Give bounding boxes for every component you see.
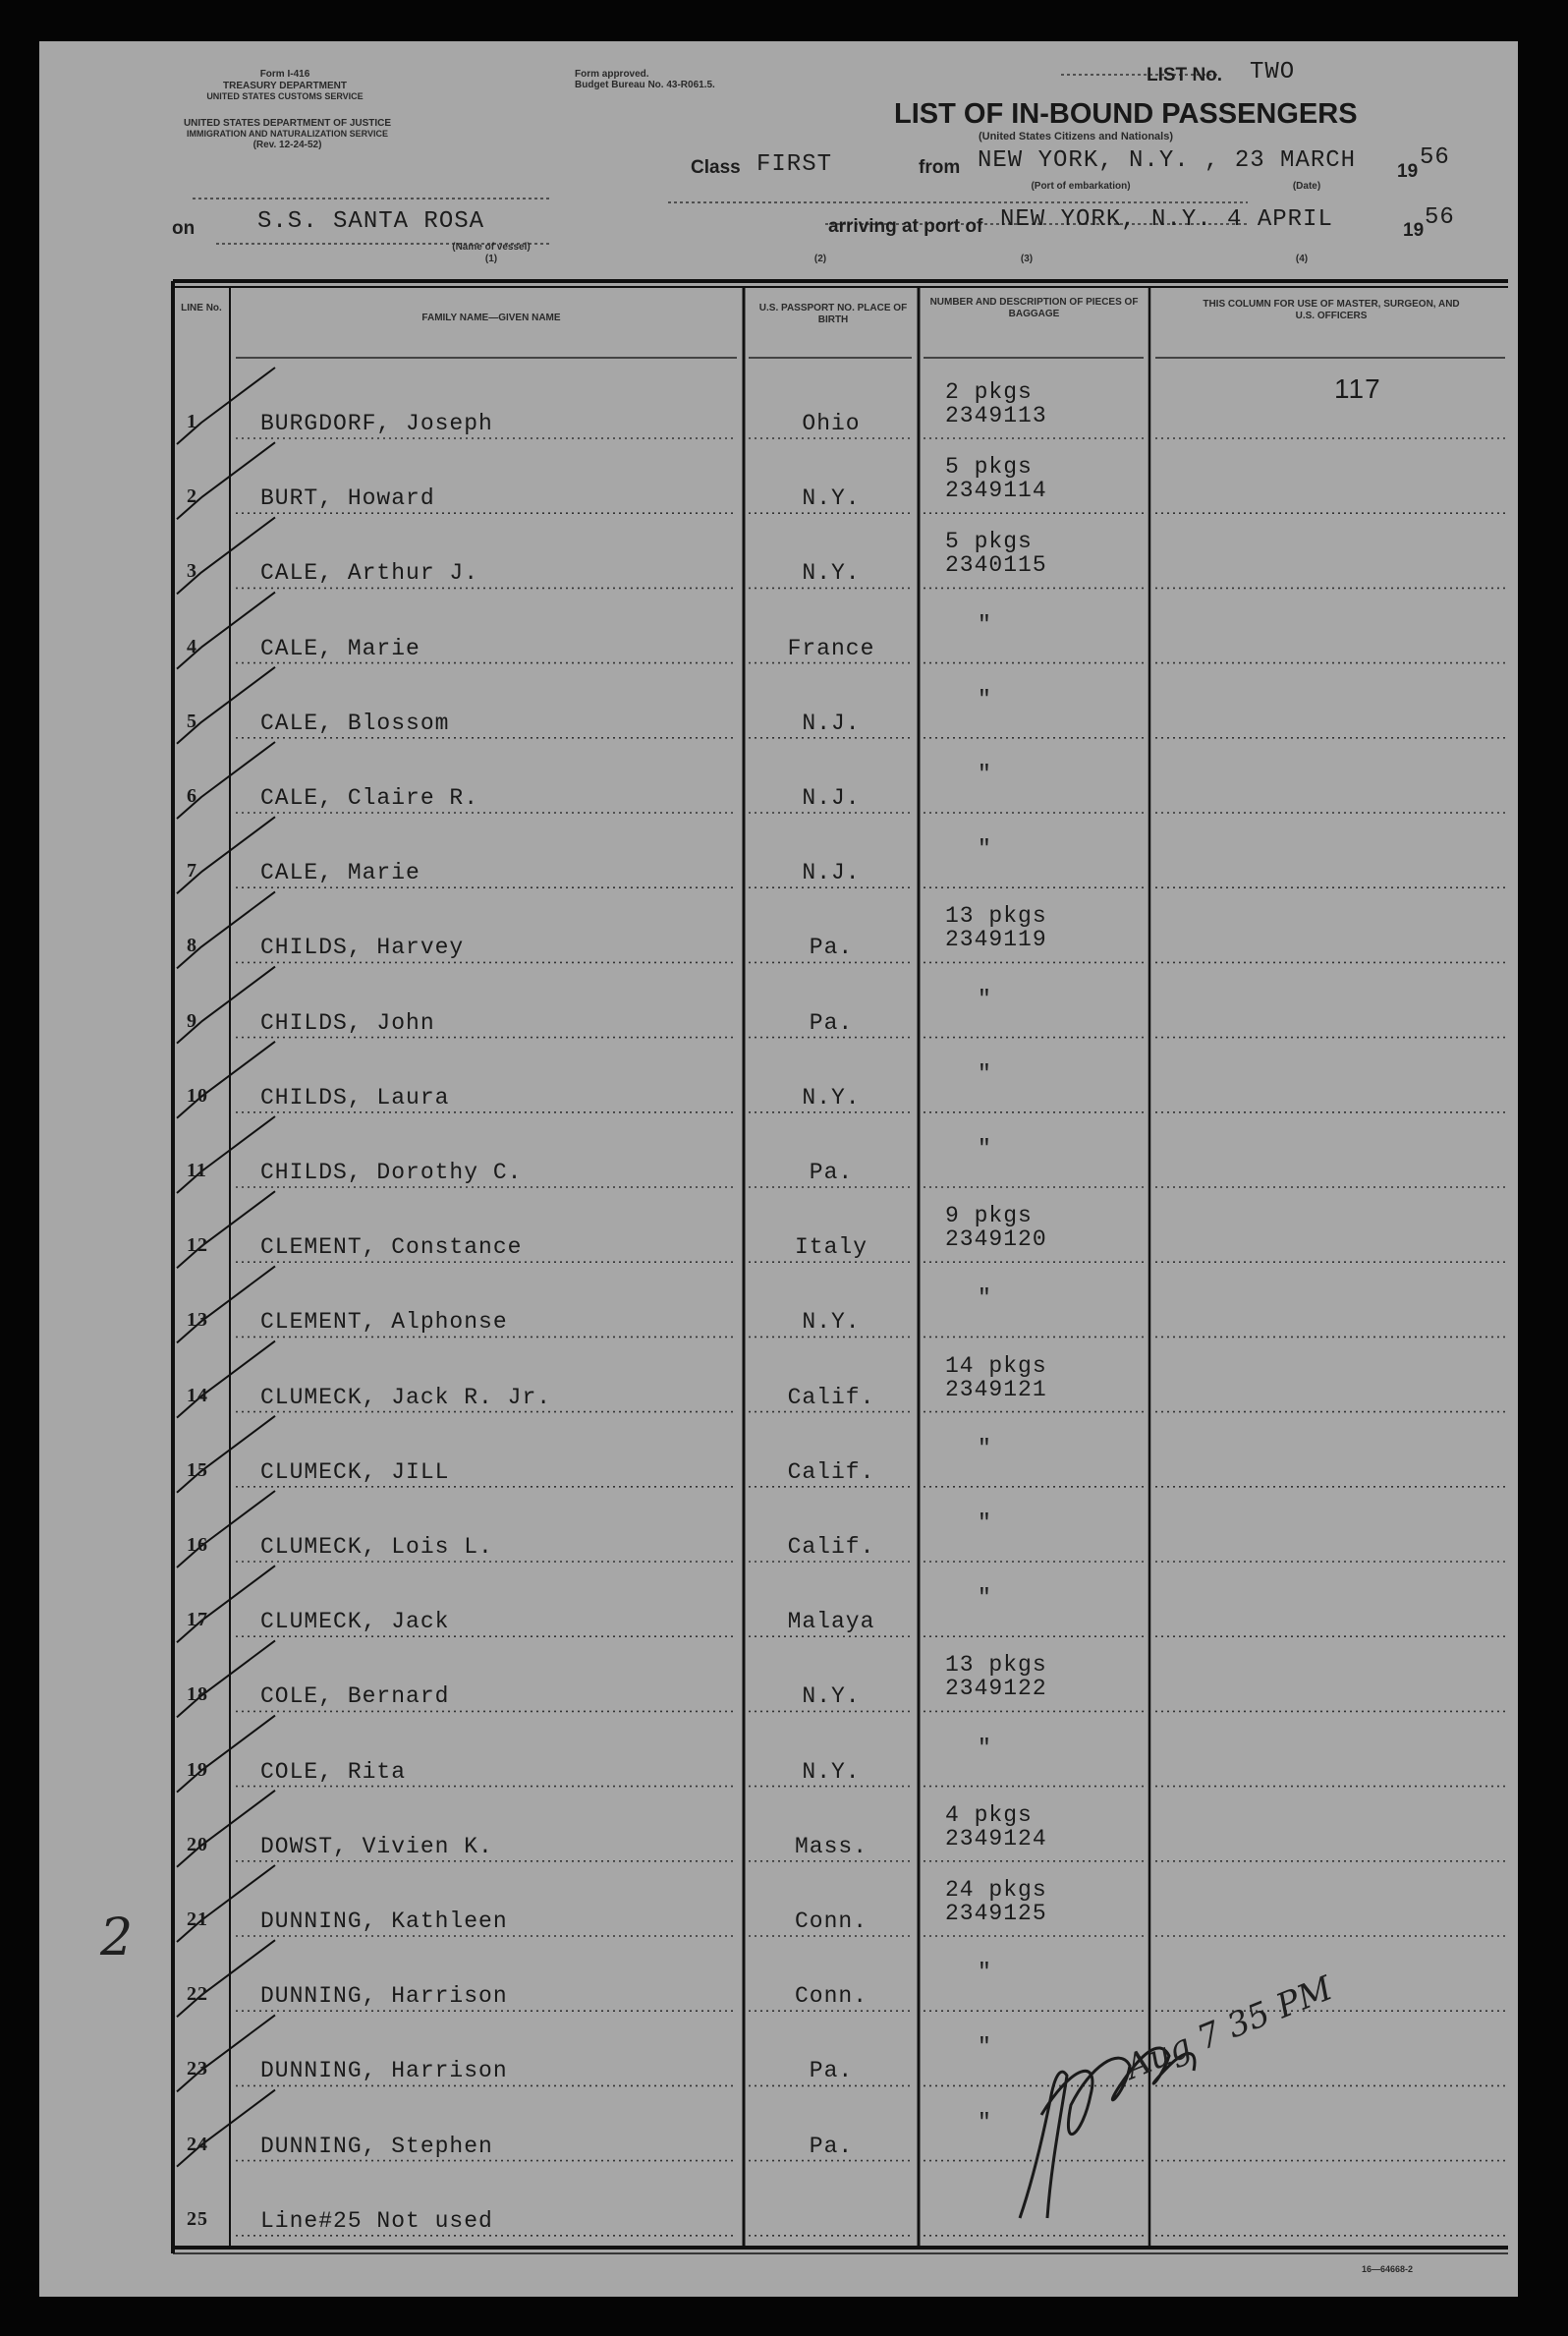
baggage-tag: 2340115 xyxy=(945,552,1047,579)
baggage-count: " xyxy=(978,1136,992,1162)
table-row xyxy=(39,1189,1518,1264)
table-row xyxy=(39,366,1518,440)
place-of-birth: Malaya xyxy=(787,1609,875,1635)
baggage-tag: 2349120 xyxy=(945,1226,1047,1253)
baggage-tag: 2349125 xyxy=(945,1901,1047,1926)
passenger-list-document xyxy=(39,41,1518,2297)
line-number: 4 xyxy=(187,635,197,657)
form-revision: (Rev. 12-24-52) xyxy=(252,140,322,150)
class-label: Class xyxy=(691,157,741,178)
place-of-birth: N.Y. xyxy=(802,1309,861,1336)
baggage-count: " xyxy=(978,836,992,863)
dept-justice-sub: IMMIGRATION AND NATURALIZATION SERVICE xyxy=(187,129,388,139)
baggage-tag: 2349121 xyxy=(945,1376,1047,1402)
from-label: from xyxy=(919,157,961,178)
baggage-count: " xyxy=(978,1285,992,1312)
baggage-count: " xyxy=(978,762,992,787)
baggage-count: 5 pkgs xyxy=(945,454,1033,481)
place-of-birth: N.Y. xyxy=(802,1084,861,1111)
table-row xyxy=(39,1714,1518,1789)
line-number: 15 xyxy=(187,1458,208,1481)
place-of-birth: Calif. xyxy=(787,1384,875,1410)
caption-3: (3) xyxy=(1020,254,1034,264)
passenger-name: BURT, Howard xyxy=(260,485,435,512)
passenger-name: CLEMENT, Alphonse xyxy=(260,1309,508,1336)
place-of-birth: Pa. xyxy=(809,2133,854,2159)
baggage-count: " xyxy=(978,1435,992,1461)
table-row xyxy=(39,740,1518,815)
form-approved: Form approved. xyxy=(575,69,649,80)
passenger-name: CHILDS, John xyxy=(260,1009,435,1036)
vessel-caption-num: (1) xyxy=(484,254,498,264)
baggage-tag: 2349113 xyxy=(945,403,1047,428)
baggage-count: 9 pkgs xyxy=(945,1203,1033,1229)
dept-justice: UNITED STATES DEPARTMENT OF JUSTICE xyxy=(183,118,392,129)
line-number: 21 xyxy=(187,1909,208,1930)
baggage-count: " xyxy=(978,2109,992,2136)
place-of-birth: Conn. xyxy=(794,1909,868,1934)
baggage-count: " xyxy=(978,1960,992,1986)
dept-treasury-sub: UNITED STATES CUSTOMS SERVICE xyxy=(206,91,364,101)
table-row xyxy=(39,665,1518,740)
vessel-caption: (Name of vessel) xyxy=(452,242,531,253)
year-2: 56 xyxy=(1425,204,1455,231)
place-of-birth: France xyxy=(787,635,875,661)
baggage-count: " xyxy=(978,611,992,638)
baggage-tag: 2349119 xyxy=(945,927,1047,953)
line-number: 23 xyxy=(187,2058,208,2080)
document-title: LIST OF IN-BOUND PASSENGERS xyxy=(894,98,1358,130)
col-passport: U.S. PASSPORT NO. PLACE OF BIRTH xyxy=(758,303,908,325)
line-number: 8 xyxy=(187,935,197,957)
arriving-label: arriving at port of xyxy=(828,216,983,237)
table-row xyxy=(39,1339,1518,1414)
table-row xyxy=(39,1114,1518,1189)
baggage-count: " xyxy=(978,2034,992,2061)
line-number: 17 xyxy=(187,1609,208,1631)
place-of-birth: Pa. xyxy=(809,1160,854,1185)
line-number: 10 xyxy=(187,1084,208,1107)
place-of-birth: N.Y. xyxy=(802,1683,861,1710)
date-caption: (Date) xyxy=(1292,181,1321,192)
table-row xyxy=(39,1638,1518,1713)
line-number: 5 xyxy=(187,710,197,732)
table-row xyxy=(39,889,1518,964)
baggage-count: " xyxy=(978,1060,992,1087)
place-of-birth: Calif. xyxy=(787,1458,875,1485)
passenger-name: CLEMENT, Constance xyxy=(260,1234,523,1261)
baggage-count: 24 pkgs xyxy=(945,1877,1047,1903)
baggage-count: 2 pkgs xyxy=(945,379,1033,405)
place-of-birth: Pa. xyxy=(809,935,854,961)
line-number: 2 xyxy=(187,485,197,508)
vessel-name: S.S. SANTA ROSA xyxy=(257,208,485,235)
list-no-value: TWO xyxy=(1250,59,1296,85)
signature-date: Aug 7 35 PM xyxy=(1120,1968,1338,2088)
place-of-birth: Italy xyxy=(794,1234,868,1261)
line-number: 6 xyxy=(187,785,197,807)
passenger-name: BURGDORF, Joseph xyxy=(260,411,493,436)
passenger-name: CALE, Marie xyxy=(260,635,420,661)
passenger-name: CLUMECK, Jack xyxy=(260,1609,450,1635)
line-number: 11 xyxy=(187,1160,207,1181)
caption-4: (4) xyxy=(1295,254,1309,264)
passenger-name: COLE, Rita xyxy=(260,1758,407,1785)
line-number: 24 xyxy=(187,2133,208,2155)
line-number: 25 xyxy=(187,2207,208,2230)
footer-code: 16—64668-2 xyxy=(1362,2264,1414,2274)
col-line-no: LINE No. xyxy=(181,303,222,313)
line-number: 7 xyxy=(187,860,197,883)
class-value: FIRST xyxy=(756,151,833,178)
place-of-birth: Conn. xyxy=(794,1983,868,2010)
table-row xyxy=(39,2013,1518,2087)
passenger-name: CALE, Claire R. xyxy=(260,785,479,811)
line-number: 9 xyxy=(187,1009,197,1032)
dept-treasury: TREASURY DEPARTMENT xyxy=(223,81,347,91)
from-value: NEW YORK, N.Y. , 23 MARCH xyxy=(978,147,1357,174)
margin-mark: 2 xyxy=(100,1909,134,1967)
passenger-name: CHILDS, Laura xyxy=(260,1084,450,1111)
table-row xyxy=(39,1264,1518,1339)
place-of-birth: N.Y. xyxy=(802,1758,861,1785)
table-row xyxy=(39,815,1518,889)
baggage-count: " xyxy=(978,686,992,712)
passenger-name: DUNNING, Kathleen xyxy=(260,1909,508,1934)
place-of-birth: N.J. xyxy=(802,860,861,886)
col-baggage: NUMBER AND DESCRIPTION OF PIECES OF BAGGAGE xyxy=(929,297,1139,319)
budget-bureau: Budget Bureau No. 43-R061.5. xyxy=(575,80,715,90)
document-subtitle: (United States Citizens and Nationals) xyxy=(978,131,1174,142)
baggage-count: 13 pkgs xyxy=(945,903,1047,930)
passenger-name: Line#25 Not used xyxy=(260,2207,493,2234)
table-row xyxy=(39,1489,1518,1564)
table-row xyxy=(39,591,1518,665)
passenger-name: CHILDS, Harvey xyxy=(260,935,465,961)
place-of-birth: N.J. xyxy=(802,785,861,811)
passenger-name: DOWST, Vivien K. xyxy=(260,1833,493,1859)
place-of-birth: Ohio xyxy=(802,411,861,436)
place-of-birth: N.Y. xyxy=(802,485,861,512)
baggage-tag: 2349114 xyxy=(945,478,1047,504)
passenger-name: CALE, Marie xyxy=(260,860,420,886)
place-of-birth: Pa. xyxy=(809,1009,854,1036)
baggage-tag: 2349122 xyxy=(945,1676,1047,1702)
line-number: 19 xyxy=(187,1758,208,1781)
passenger-name: DUNNING, Stephen xyxy=(260,2133,493,2159)
passenger-name: CALE, Blossom xyxy=(260,710,450,736)
col-officers: THIS COLUMN FOR USE OF MASTER, SURGEON, AND U.S. OFFICERS xyxy=(1203,299,1460,321)
table-row xyxy=(39,1414,1518,1489)
passenger-name: CALE, Arthur J. xyxy=(260,560,479,587)
col-name: FAMILY NAME—GIVEN NAME xyxy=(421,313,561,323)
passenger-name: DUNNING, Harrison xyxy=(260,2058,508,2084)
table-row xyxy=(39,2088,1518,2163)
table-row xyxy=(39,1863,1518,1938)
line-number: 18 xyxy=(187,1683,208,1706)
table-row xyxy=(39,515,1518,590)
caption-2: (2) xyxy=(813,254,827,264)
line-number: 14 xyxy=(187,1384,208,1406)
on-label: on xyxy=(172,218,196,239)
passenger-name: CHILDS, Dorothy C. xyxy=(260,1160,523,1185)
place-of-birth: N.J. xyxy=(802,710,861,736)
baggage-count: 13 pkgs xyxy=(945,1652,1047,1679)
table-row xyxy=(39,1789,1518,1863)
table-row xyxy=(39,965,1518,1040)
year-prefix-2: 19 xyxy=(1403,220,1425,241)
place-of-birth: Calif. xyxy=(787,1534,875,1560)
baggage-count: " xyxy=(978,1585,992,1612)
passenger-name: DUNNING, Harrison xyxy=(260,1983,508,2010)
table-row xyxy=(39,440,1518,515)
line-number: 16 xyxy=(187,1534,208,1556)
table-row xyxy=(39,1564,1518,1638)
year-prefix-1: 19 xyxy=(1397,161,1419,182)
line-number: 22 xyxy=(187,1983,208,2006)
table-row xyxy=(39,1040,1518,1114)
passenger-name: COLE, Bernard xyxy=(260,1683,450,1710)
place-of-birth: Pa. xyxy=(809,2058,854,2084)
baggage-count: " xyxy=(978,1510,992,1536)
baggage-count: " xyxy=(978,1735,992,1761)
officer-note: 117 xyxy=(1334,373,1381,404)
baggage-count: 14 pkgs xyxy=(945,1352,1047,1379)
line-number: 3 xyxy=(187,560,197,583)
passenger-name: CLUMECK, JILL xyxy=(260,1458,450,1485)
port-embarkation-caption: (Port of embarkation) xyxy=(1031,181,1131,192)
arriving-value: NEW YORK, N.Y. 4 APRIL xyxy=(1000,206,1333,233)
baggage-tag: 2349124 xyxy=(945,1825,1047,1852)
list-no-label: LIST No. xyxy=(1147,65,1223,85)
baggage-count: 5 pkgs xyxy=(945,529,1033,555)
form-number: Form I-416 xyxy=(259,69,310,80)
baggage-count: 4 pkgs xyxy=(945,1801,1033,1828)
baggage-count: " xyxy=(978,986,992,1012)
passenger-name: CLUMECK, Jack R. Jr. xyxy=(260,1384,552,1410)
line-number: 20 xyxy=(187,1833,208,1855)
table-row xyxy=(39,2163,1518,2238)
line-number: 1 xyxy=(187,411,197,432)
line-number: 12 xyxy=(187,1234,208,1257)
line-number: 13 xyxy=(187,1309,208,1332)
year-1: 56 xyxy=(1420,144,1450,171)
place-of-birth: Mass. xyxy=(794,1833,868,1859)
passenger-name: CLUMECK, Lois L. xyxy=(260,1534,493,1560)
place-of-birth: N.Y. xyxy=(802,560,861,587)
